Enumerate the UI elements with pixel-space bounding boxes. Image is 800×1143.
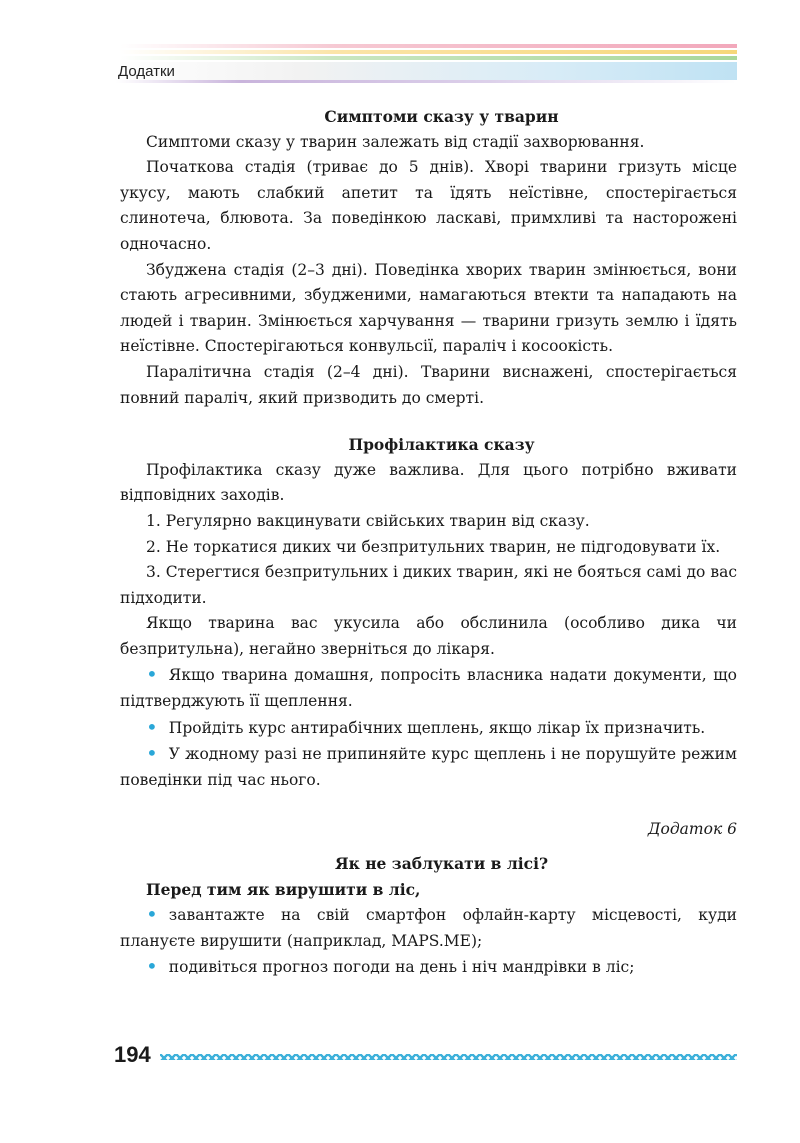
prevention-step: 2. Не торкатися диких чи безпритульних тварин, не підгодовувати їх.	[146, 537, 721, 556]
header-stripe-pink	[120, 44, 737, 48]
prevention-step: 3. Стерегтися безпритульних і диких тварин, які не бояться самі до вас підходити.	[120, 563, 737, 607]
bullet-icon	[146, 719, 169, 737]
bullet-icon	[146, 958, 169, 976]
page-content	[120, 104, 737, 981]
spacer	[146, 411, 737, 432]
spacer	[146, 843, 737, 851]
header-stripe-lilac	[116, 80, 737, 83]
page-number: 194	[114, 1042, 151, 1067]
spacer	[146, 793, 737, 817]
symptoms-paragraph: Збуджена стадія (2–3 дні). Поведінка хворих тварин змінюється, вони стають агресивними, збудженими, намагаються втекти та нападають на людей і тварин. Змінюється харчування — тварини гризуть землю і їдять неїстівне. Спостерігаються конвульсії, параліч і косоокість.	[120, 260, 737, 356]
section-label: Додатки	[118, 63, 175, 80]
prevention-bullet: • Якщо тварина домашня, попросіть власника надати документи, що підтверджують її щеплення.	[120, 662, 737, 714]
bullet-icon	[146, 745, 169, 763]
appendix-bullet: • завантажте на свій смартфон офлайн-карту місцевості, куди плануєте вирушити (наприклад, MAPS.ME);	[120, 902, 737, 954]
footer-decoration	[160, 1052, 737, 1060]
appendix-bullet: • подивіться прогноз погоди на день і ніч мандрівки в ліс;	[120, 954, 737, 981]
bullet-icon	[146, 906, 169, 924]
prevention-intro: Профілактика сказу дуже важлива. Для цього потрібно вживати відповідних заходів.	[120, 460, 737, 505]
prevention-heading: Профілактика сказу	[348, 435, 535, 455]
prevention-bullet: • У жодному разі не припиняйте курс щеплень і не порушуйте режим поведінки під час нього.	[120, 741, 737, 793]
prevention-bitten: Якщо тварина вас укусила або обслинила (особливо дика чи безпритульна), негайно зверніться до лікаря.	[120, 614, 737, 658]
symptoms-heading: Симптоми сказу у тварин	[324, 107, 559, 126]
symptoms-paragraph: Симптоми сказу у тварин залежать від стадії захворювання.	[146, 132, 645, 151]
prevention-step: 1. Регулярно вакцинувати свійських тварин від сказу.	[146, 511, 590, 530]
header-band	[116, 62, 737, 80]
appendix-subtitle: Перед тим як вирушити в ліс,	[146, 879, 421, 899]
prevention-bullet: • Пройдіть курс антирабічних щеплень, якщо лікар їх призначить.	[120, 715, 737, 742]
appendix-heading: Як не заблукати в лісі?	[334, 854, 549, 874]
appendix-label: Додаток 6	[647, 820, 737, 839]
symptoms-paragraph: Початкова стадія (триває до 5 днів). Хворі тварини гризуть місце укусу, мають слабкий апетит та їдять неїстівне, спостерігається слинотеча, блювота. За поведінкою ласкаві, примхливі та насторожені одночасно.	[120, 158, 737, 253]
symptoms-paragraph: Паралітична стадія (2–4 дні). Тварини виснажені, спостерігається повний параліч, який призводить до смерті.	[120, 362, 737, 407]
header-stripe-green	[120, 56, 737, 60]
header-stripe-yellow	[120, 50, 737, 54]
bullet-icon	[146, 666, 169, 684]
